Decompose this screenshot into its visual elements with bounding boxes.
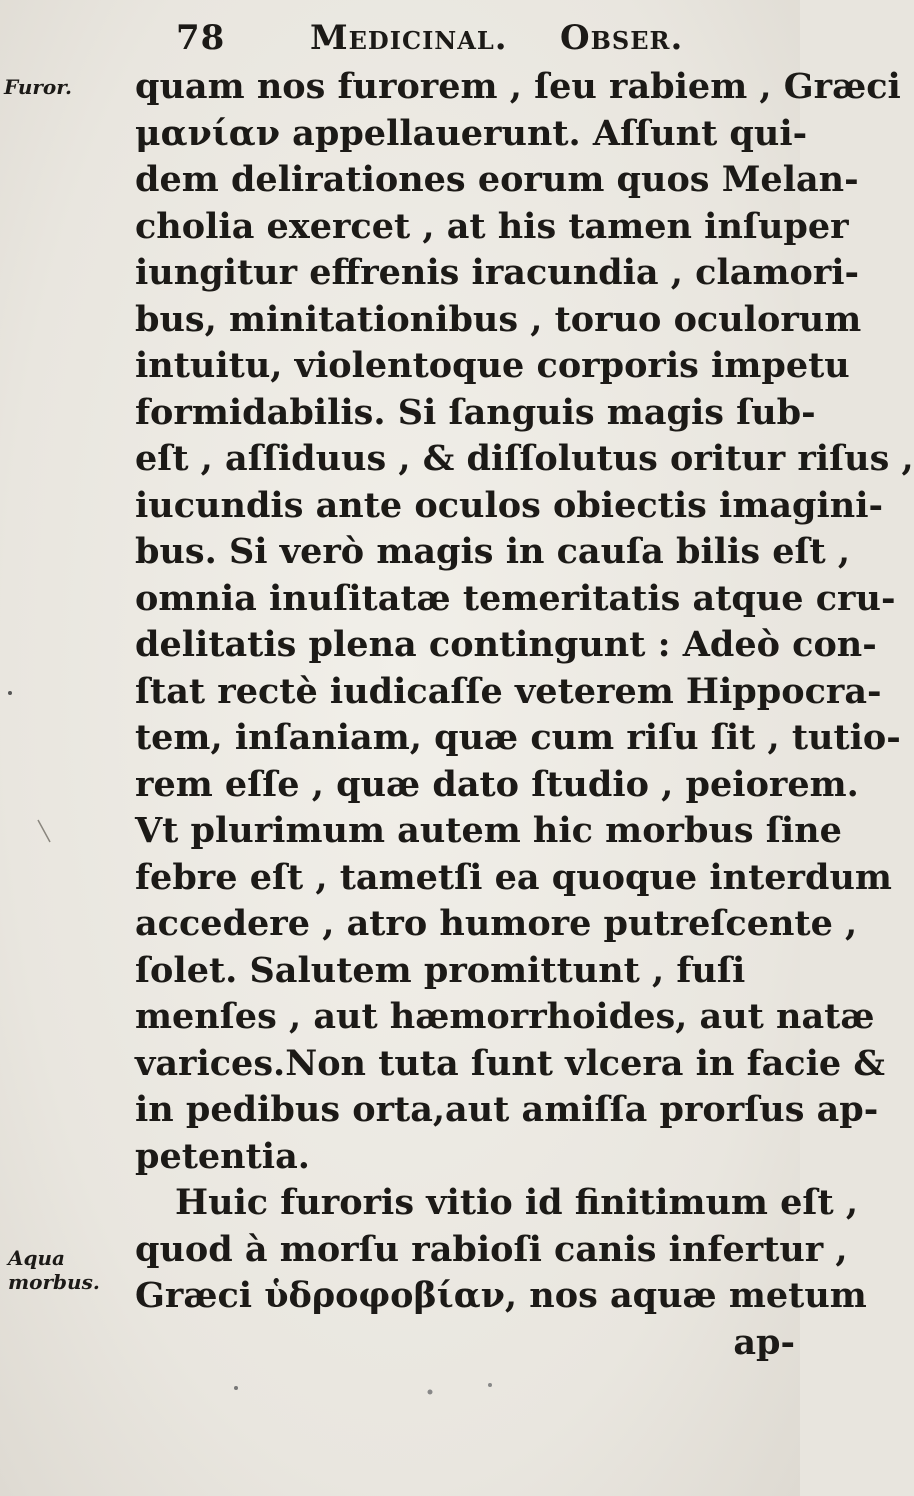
text-line: formidabilis. Si ſanguis magis ſub- — [135, 391, 816, 433]
paper-mark — [8, 691, 12, 695]
text-line: ſtat rectè iudicaſſe veterem Hippocra- — [135, 670, 882, 712]
text-line: ſolet. Salutem promittunt , fuſi — [135, 949, 746, 991]
text-line: Vt plurimum autem hic morbus ſine — [135, 810, 842, 851]
page-number: 78 — [176, 18, 226, 58]
margin-note-aqua-line2: morbus. — [8, 1270, 100, 1294]
text-line: bus, minitationibus , toruo oculorum — [135, 298, 862, 340]
text-line: dem delirationes eorum quos Melan- — [135, 159, 859, 200]
text-line: quam nos furorem , ſeu rabiem , Græci — [135, 66, 901, 107]
text-line: intuitu, violentoque corporis impetu — [135, 345, 850, 386]
text-line: ap- — [733, 1321, 795, 1363]
paper-mark — [234, 1386, 238, 1390]
text-line: eſt , aſſiduus , & diſſolutus oritur riſus , — [135, 438, 914, 479]
text-line: Huic furoris vitio id finitimum eſt , — [175, 1182, 859, 1223]
paper-mark — [38, 820, 50, 842]
header-title: Medicinal. — [310, 18, 508, 58]
margin-note-furor: Furor. — [4, 75, 72, 99]
text-line: febre eſt , tametſi ea quoque interdum — [135, 856, 892, 898]
text-line: μανίαν appellauerunt. Aſſunt qui- — [135, 112, 808, 154]
margin-note-aqua-line1: Aqua — [8, 1246, 66, 1270]
text-line: accedere , atro humore putreſcente , — [135, 903, 858, 944]
paper-mark — [488, 1383, 492, 1387]
text-line: rem eſſe , quæ dato ſtudio , peiorem. — [135, 763, 859, 805]
text-line: iungitur effrenis iracundia , clamori- — [135, 252, 860, 293]
text-line: petentia. — [135, 1135, 310, 1177]
text-line: bus. Si verò magis in cauſa bilis eſt , — [135, 531, 851, 572]
header-section: Obser. — [560, 18, 684, 58]
text-line: iucundis ante oculos obiectis imagini- — [135, 484, 884, 526]
text-line: in pedibus orta,aut amiſſa prorſus ap- — [135, 1089, 879, 1130]
text-line: omnia inuſitatæ temeritatis atque cru- — [135, 577, 896, 619]
text-line: delitatis plena contingunt : Adeò con- — [135, 624, 877, 665]
text-line: Græci ὑδροφοβίαν, nos aquæ metum — [135, 1275, 867, 1316]
text-line: tem, inſaniam, quæ cum riſu ſit , tutio- — [135, 717, 901, 758]
paper-mark — [428, 1390, 433, 1395]
text-line: cholia exercet , at his tamen inſuper — [135, 205, 849, 247]
text-line: menſes , aut hæmorrhoides, aut natæ — [135, 996, 875, 1037]
text-line: quod à morſu rabioſi canis infertur , — [135, 1228, 848, 1270]
text-line: varices.Non tuta ſunt vlcera in facie & — [135, 1042, 885, 1084]
